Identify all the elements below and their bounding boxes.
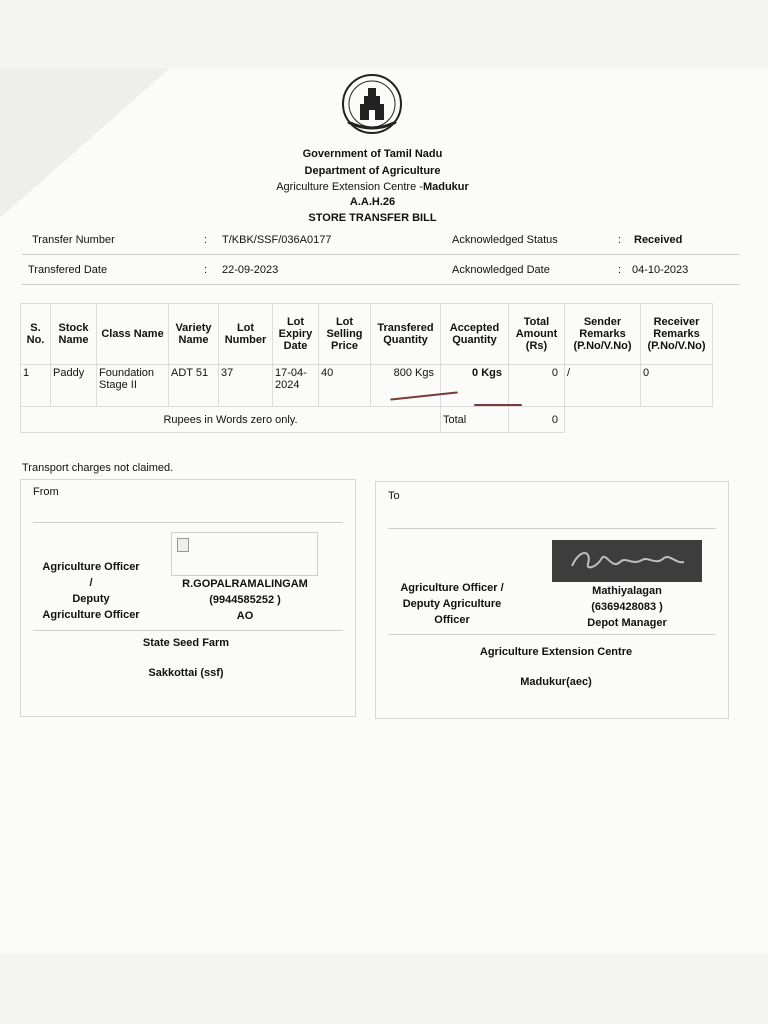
to-officer-phone: (6369428083 ) xyxy=(591,601,663,613)
transport-note: Transport charges not claimed. xyxy=(22,462,174,474)
to-office: Agriculture Extension Centre xyxy=(479,646,633,658)
empty-cell xyxy=(565,407,641,433)
colon: : xyxy=(204,234,208,246)
transfered-date-value: 22-09-2023 xyxy=(222,264,279,276)
table-cell: ADT 51 xyxy=(169,365,219,407)
table-cell: / xyxy=(565,365,641,407)
table-cell: 0 Kgs xyxy=(441,365,509,407)
handwritten-signature xyxy=(552,540,702,582)
to-role xyxy=(390,580,514,628)
to-box xyxy=(375,481,729,719)
stock-transfer-table xyxy=(20,303,713,433)
from-office: State Seed Farm xyxy=(142,637,230,649)
colon: : xyxy=(204,264,208,276)
table-header-row xyxy=(21,304,713,365)
column-header: Lot Number xyxy=(219,304,273,365)
colon: : xyxy=(618,264,622,276)
empty-cell xyxy=(641,407,713,433)
from-role-line: Deputy xyxy=(72,593,110,605)
date-info-row xyxy=(22,256,740,285)
column-header: Lot Expiry Date xyxy=(273,304,319,365)
divider xyxy=(388,528,716,529)
from-officer-phone: (9944585252 ) xyxy=(209,594,281,606)
broken-image-icon xyxy=(177,538,189,552)
ack-status-value: Received xyxy=(634,234,683,246)
from-role xyxy=(31,559,151,623)
ack-status-label: Acknowledged Status xyxy=(452,234,558,246)
from-role-line: Agriculture Officer xyxy=(42,561,140,573)
signature-image-placeholder xyxy=(171,532,318,576)
table-cell: Paddy xyxy=(51,365,97,407)
table-cell: Foundation Stage II xyxy=(97,365,169,407)
department-title: Department of Agriculture xyxy=(304,165,441,177)
table-cell: 1 xyxy=(21,365,51,407)
table-cell: 40 xyxy=(319,365,371,407)
from-title: From xyxy=(33,486,59,498)
form-code: A.A.H.26 xyxy=(349,196,396,208)
column-header: Total Amount (Rs) xyxy=(509,304,565,365)
pen-mark xyxy=(474,404,522,406)
column-header: Sender Remarks (P.No/V.No) xyxy=(565,304,641,365)
ack-date-label: Acknowledged Date xyxy=(452,264,550,276)
column-header: Lot Selling Price xyxy=(319,304,371,365)
column-header: Stock Name xyxy=(51,304,97,365)
column-header: Receiver Remarks (P.No/V.No) xyxy=(641,304,713,365)
to-officer-designation: Depot Manager xyxy=(587,617,667,629)
from-place: Sakkottai (ssf) xyxy=(148,667,224,679)
from-box xyxy=(20,479,356,717)
centre-name: Madukur xyxy=(422,181,469,193)
table-cell: 800 Kgs xyxy=(371,365,441,407)
total-value: 0 xyxy=(509,407,565,433)
table-cell: 37 xyxy=(219,365,273,407)
centre-prefix: Agriculture Extension Centre - xyxy=(276,181,423,193)
column-header: Accepted Quantity xyxy=(441,304,509,365)
table-row xyxy=(21,365,713,407)
from-role-line: / xyxy=(89,577,93,589)
rupees-in-words: Rupees in Words zero only. xyxy=(21,407,441,433)
divider xyxy=(388,634,716,635)
table-cell: 0 xyxy=(641,365,713,407)
centre-title xyxy=(200,181,545,193)
to-place: Madukur(aec) xyxy=(520,676,592,688)
total-row xyxy=(21,407,713,433)
column-header: S. No. xyxy=(21,304,51,365)
divider xyxy=(33,630,343,631)
transfer-number-value: T/KBK/SSF/036A0177 xyxy=(222,234,332,246)
table-cell: 17-04-2024 xyxy=(273,365,319,407)
to-role-line: Officer xyxy=(434,614,470,626)
column-header: Transfered Quantity xyxy=(371,304,441,365)
ack-date-value: 04-10-2023 xyxy=(632,264,689,276)
column-header: Variety Name xyxy=(169,304,219,365)
to-role-line: Agriculture Officer / xyxy=(400,582,504,594)
signature-image xyxy=(552,540,702,582)
column-header: Class Name xyxy=(97,304,169,365)
government-title: Government of Tamil Nadu xyxy=(302,148,443,160)
to-title: To xyxy=(388,490,400,502)
transfer-number-label: Transfer Number xyxy=(32,234,115,246)
page-fold xyxy=(0,68,170,218)
from-officer-designation: AO xyxy=(236,610,254,622)
to-officer xyxy=(552,583,702,631)
bill-title: STORE TRANSFER BILL xyxy=(308,212,437,224)
transfer-info-row xyxy=(22,226,740,255)
tamil-nadu-emblem xyxy=(338,74,406,138)
total-label: Total xyxy=(441,407,509,433)
transfered-date-label: Transfered Date xyxy=(28,264,108,276)
from-officer-name: R.GOPALRAMALINGAM xyxy=(182,578,308,590)
from-officer xyxy=(161,576,329,624)
divider xyxy=(33,522,343,523)
to-officer-name: Mathiyalagan xyxy=(592,585,662,597)
from-role-line: Agriculture Officer xyxy=(42,609,140,621)
to-role-line: Deputy Agriculture xyxy=(402,598,502,610)
table-cell: 0 xyxy=(509,365,565,407)
colon: : xyxy=(618,234,622,246)
